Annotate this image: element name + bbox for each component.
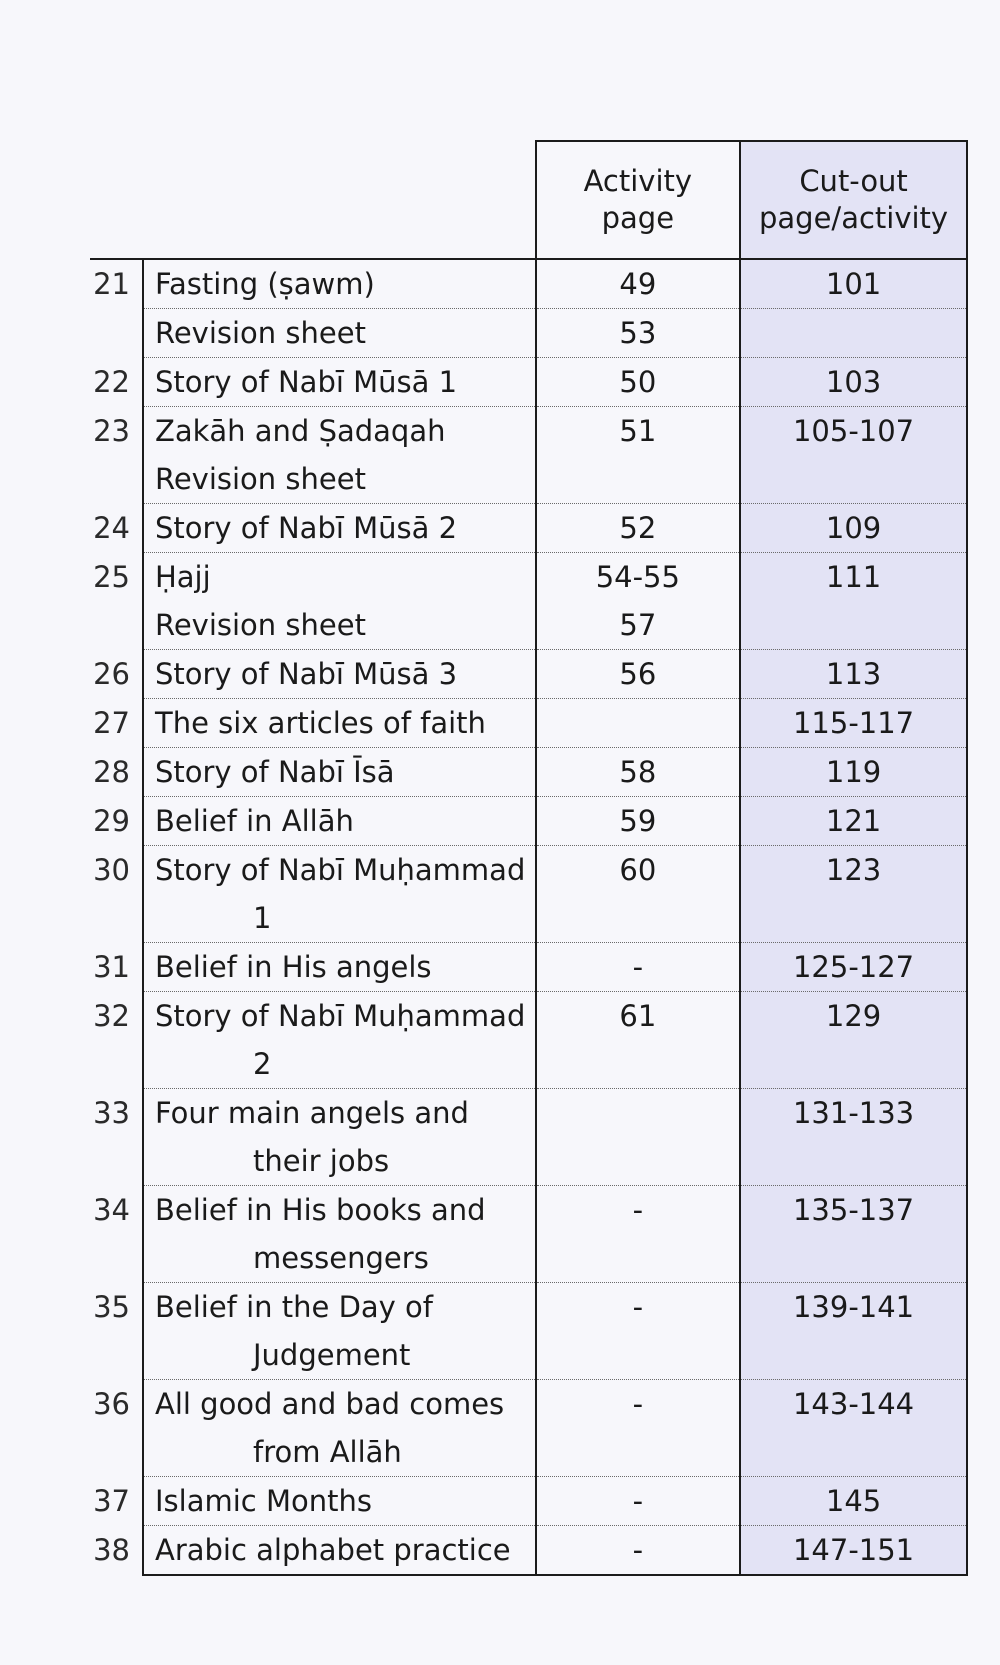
lesson-title: Story of Nabī Mūsā 2 [154, 511, 458, 545]
activity-page: 52 [619, 511, 657, 545]
lesson-title: Belief in His books and [154, 1193, 486, 1227]
activity-page-cell [536, 992, 741, 1089]
activity-page: 58 [619, 755, 657, 789]
lesson-number: 36 [93, 1386, 130, 1421]
lesson-number: 35 [93, 1289, 130, 1324]
lesson-title: Story of Nabī Muḥammad [154, 999, 526, 1033]
lesson-number: 37 [93, 1483, 130, 1518]
activity-page-cell [536, 1283, 741, 1380]
activity-page-cell [536, 504, 741, 553]
activity-page [537, 1089, 740, 1137]
cutout-page-cell [740, 797, 967, 846]
table-row [90, 309, 967, 358]
lesson-title-continued: messengers [252, 1241, 429, 1275]
table-row [90, 259, 967, 309]
cutout-page-cell [740, 309, 967, 358]
activity-page-cell [536, 407, 741, 504]
table-header-row [90, 141, 967, 259]
lesson-title-cell [143, 407, 536, 504]
lesson-title: Arabic alphabet practice [154, 1533, 511, 1567]
cutout-page-cell [740, 259, 967, 309]
lesson-title-cell [143, 699, 536, 748]
table-row [90, 650, 967, 699]
cutout-page-cell [740, 1380, 967, 1477]
cutout-page: 123 [825, 853, 882, 887]
cutout-page: 129 [825, 999, 882, 1033]
lesson-title: Belief in His angels [154, 950, 432, 984]
cutout-page-cell [740, 1477, 967, 1526]
lesson-title: Revision sheet [154, 316, 366, 350]
activity-page: 51 [619, 414, 657, 448]
activity-page: - [632, 1387, 644, 1421]
lesson-title-cell [143, 553, 536, 650]
lesson-title: All good and bad comes [154, 1387, 505, 1421]
cutout-page-cell [740, 943, 967, 992]
activity-page: 54-55 [595, 560, 680, 594]
cutout-page: 147-151 [792, 1533, 915, 1567]
contents-table [90, 140, 968, 1576]
lesson-title-cell [143, 1526, 536, 1576]
cutout-page: 139-141 [792, 1290, 915, 1324]
lesson-title-cell [143, 1186, 536, 1283]
lesson-number: 30 [93, 852, 130, 887]
activity-page: - [632, 950, 644, 984]
header-cutout-page: Cut-out page/activity [740, 141, 967, 259]
cutout-page-cell [740, 504, 967, 553]
cutout-page-cell [740, 407, 967, 504]
cutout-page: 135-137 [792, 1193, 915, 1227]
cutout-page: 101 [825, 267, 882, 301]
table-row [90, 1089, 967, 1186]
cutout-page-cell [740, 699, 967, 748]
cutout-page: 103 [825, 365, 882, 399]
cutout-page-cell [740, 1283, 967, 1380]
activity-page [537, 699, 740, 747]
cutout-page-cell [740, 748, 967, 797]
activity-page-cell [536, 1380, 741, 1477]
lesson-title-cell [143, 650, 536, 699]
table-row [90, 846, 967, 943]
lesson-title-cell [143, 358, 536, 407]
lesson-title-continued: Judgement [252, 1338, 411, 1372]
activity-page-cell [536, 650, 741, 699]
lesson-title-continued: their jobs [252, 1144, 390, 1178]
lesson-title: Zakāh and Ṣadaqah [154, 414, 446, 448]
activity-page: 50 [619, 365, 657, 399]
lesson-number: 33 [93, 1095, 130, 1130]
lesson-title-cell [143, 1380, 536, 1477]
cutout-page-cell [740, 1526, 967, 1576]
header-activity-page: Activity page [536, 141, 741, 259]
lesson-title-continued: from Allāh [252, 1435, 402, 1469]
activity-page: - [632, 1484, 644, 1518]
table-row [90, 553, 967, 650]
lesson-title-cell [143, 943, 536, 992]
cutout-page-cell [740, 553, 967, 650]
table-row [90, 1186, 967, 1283]
lesson-number: 31 [93, 949, 130, 984]
lesson-title: Story of Nabī Muḥammad [154, 853, 526, 887]
table-row [90, 797, 967, 846]
activity-page-cell [536, 699, 741, 748]
lesson-title-cell [143, 504, 536, 553]
lesson-number: 25 [93, 559, 130, 594]
activity-page-cell [536, 797, 741, 846]
cutout-page-cell [740, 846, 967, 943]
table-row [90, 748, 967, 797]
lesson-title: Fasting (ṣawm) [154, 267, 375, 301]
lesson-number: 34 [93, 1192, 130, 1227]
cutout-page: 131-133 [792, 1096, 915, 1130]
lesson-title: Ḥajj [154, 560, 211, 594]
table-row [90, 407, 967, 504]
activity-page-cell [536, 748, 741, 797]
lesson-number: 29 [93, 803, 130, 838]
cutout-page [741, 309, 966, 357]
lesson-number: 38 [93, 1532, 130, 1567]
lesson-title-continued: Revision sheet [154, 608, 366, 642]
activity-page: 60 [619, 853, 657, 887]
lesson-title-cell [143, 309, 536, 358]
lesson-title-cell [143, 1477, 536, 1526]
table-row [90, 992, 967, 1089]
activity-page-cell [536, 358, 741, 407]
cutout-page: 113 [825, 657, 882, 691]
lesson-title: The six articles of faith [154, 706, 486, 740]
cutout-page: 105-107 [792, 414, 915, 448]
activity-page-cell [536, 259, 741, 309]
table-row [90, 1477, 967, 1526]
activity-page: 56 [619, 657, 657, 691]
lesson-title-cell [143, 992, 536, 1089]
activity-page-cell [536, 1477, 741, 1526]
lesson-title: Islamic Months [154, 1484, 372, 1518]
cutout-page: 109 [825, 511, 882, 545]
activity-page-cell [536, 846, 741, 943]
table-row [90, 943, 967, 992]
table-row [90, 504, 967, 553]
cutout-page-cell [740, 650, 967, 699]
lesson-title-cell [143, 846, 536, 943]
lesson-title-cell [143, 1283, 536, 1380]
lesson-number: 24 [93, 510, 130, 545]
table-row [90, 358, 967, 407]
lesson-title: Story of Nabī Mūsā 3 [154, 657, 458, 691]
activity-page: 61 [619, 999, 657, 1033]
lesson-title-cell [143, 259, 536, 309]
lesson-title: Belief in the Day of [154, 1290, 434, 1324]
table-row [90, 1526, 967, 1576]
activity-page-cell [536, 553, 741, 650]
table-row [90, 699, 967, 748]
activity-page: 59 [619, 804, 657, 838]
lesson-title: Story of Nabī Mūsā 1 [154, 365, 458, 399]
activity-page-cell [536, 1089, 741, 1186]
activity-page-cell [536, 943, 741, 992]
lesson-title: Four main angels and [154, 1096, 469, 1130]
cutout-page: 119 [825, 755, 882, 789]
lesson-title-continued: 2 [252, 1047, 272, 1081]
cutout-page: 115-117 [792, 706, 915, 740]
lesson-title: Story of Nabī Īsā [154, 755, 395, 789]
lesson-number: 22 [93, 364, 130, 399]
table-row [90, 1283, 967, 1380]
activity-page-second: 57 [619, 608, 657, 642]
activity-page: 53 [619, 316, 657, 350]
lesson-title-continued: 1 [252, 901, 272, 935]
lesson-number: 26 [93, 656, 130, 691]
table-row [90, 1380, 967, 1477]
cutout-page: 125-127 [792, 950, 915, 984]
activity-page: - [632, 1290, 644, 1324]
cutout-page-cell [740, 1089, 967, 1186]
cutout-page: 145 [825, 1484, 882, 1518]
activity-page: 49 [619, 267, 657, 301]
cutout-page: 111 [825, 560, 882, 594]
cutout-page-cell [740, 358, 967, 407]
lesson-number: 27 [93, 705, 130, 740]
activity-page: - [632, 1193, 644, 1227]
activity-page-cell [536, 309, 741, 358]
lesson-number: 21 [93, 267, 130, 301]
activity-page-cell [536, 1186, 741, 1283]
cutout-page: 121 [825, 804, 882, 838]
lesson-number: 28 [93, 754, 130, 789]
header-blank-number [90, 141, 143, 259]
activity-page: - [632, 1533, 644, 1567]
lesson-number: 32 [93, 998, 130, 1033]
lesson-title: Belief in Allāh [154, 804, 354, 838]
header-blank-title [143, 141, 536, 259]
lesson-title-cell [143, 748, 536, 797]
lesson-title-cell [143, 797, 536, 846]
table-body [90, 259, 967, 1575]
activity-page-cell [536, 1526, 741, 1576]
lesson-title-continued: Revision sheet [154, 462, 366, 496]
lesson-title-cell [143, 1089, 536, 1186]
cutout-page-cell [740, 1186, 967, 1283]
cutout-page-cell [740, 992, 967, 1089]
cutout-page: 143-144 [792, 1387, 915, 1421]
lesson-number: 23 [93, 413, 130, 448]
lesson-number [90, 309, 143, 358]
